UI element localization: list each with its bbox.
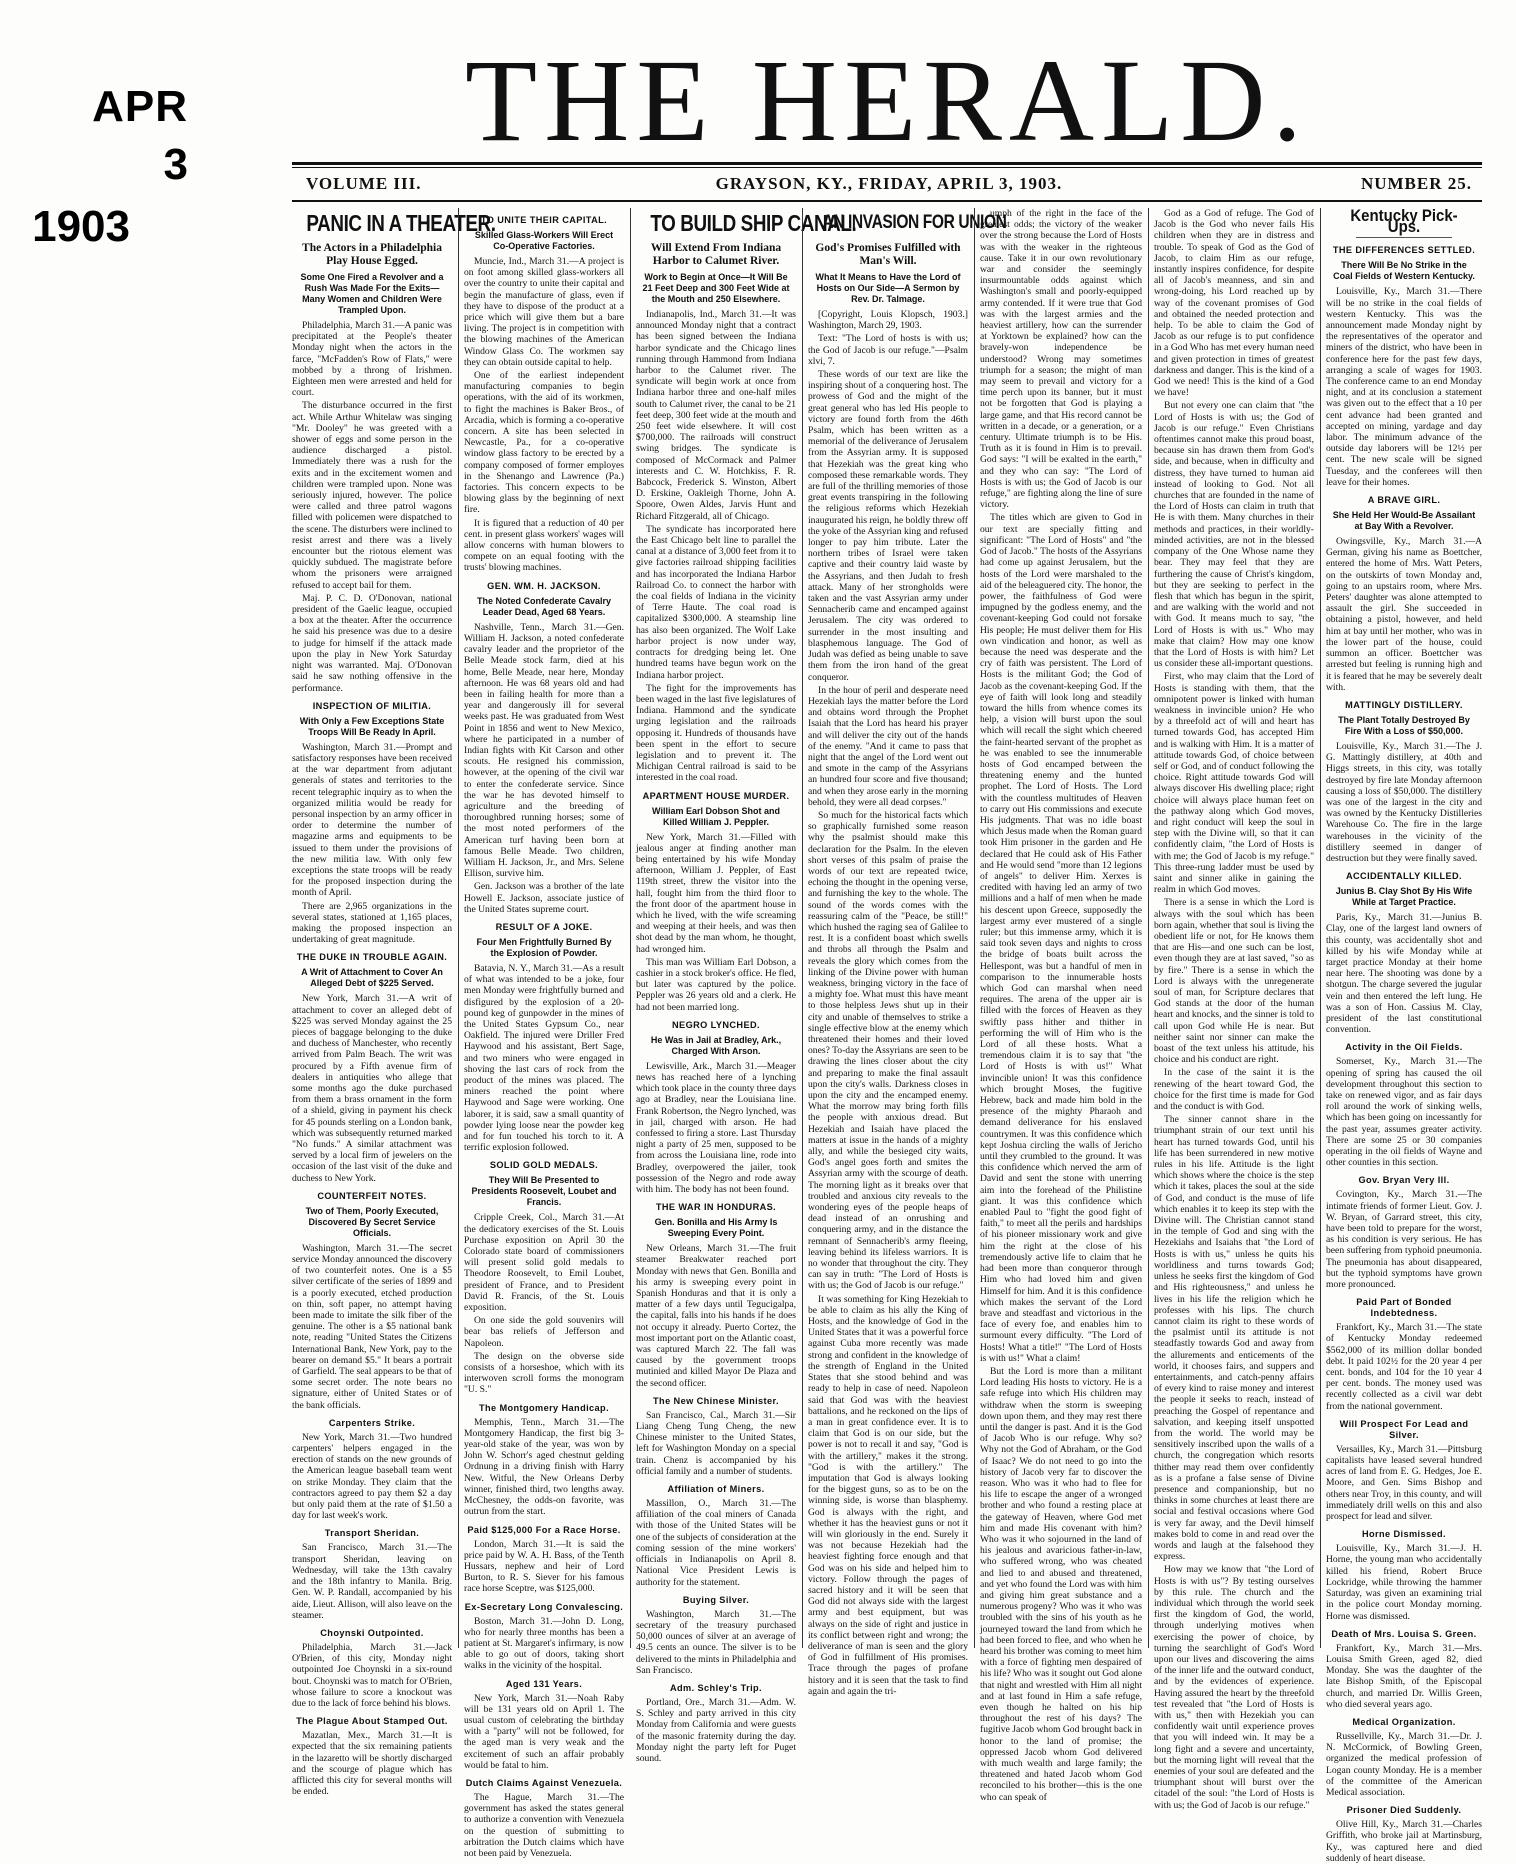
- headline-aged: Aged 131 Years.: [505, 1678, 583, 1689]
- deck-sermon: God's Promises Fulfilled with Man's Will.: [815, 242, 961, 267]
- headline-plague: The Plague About Stamped Out.: [296, 1716, 448, 1727]
- column-rule: [1148, 208, 1149, 1648]
- deck-canal: Will Extend From Indiana Harbor to Calumet River.: [650, 242, 782, 267]
- headline-medals: SOLID GOLD MEDALS.: [489, 1160, 599, 1171]
- article-paragraph: In the case of the saint it is the renewing of the heart toward God, the choice for the first time is made for God and the conduct is with God.: [1154, 1067, 1314, 1113]
- article-paragraph: Louisville, Ky., March 31.—There will be no strike in the coal fields of western Kentucky. This was the announcement made Monday night by the representatives of the operator and miners of the district, who have been in conference here for the past few days, arranging a scale of wages for 1903. The conference came to an end Monday night, and at its conclusion a statement was given out to the effect that a 10 per cent advance had been granted and accepted on mining, yardage and day labor. The minimum advance of the outside day laborers will be 12½ per cent. The new scale will be signed Tuesday, and the conferees will then leave for their homes.: [1326, 286, 1482, 488]
- article-paragraph: The titles which are given to God in our text are specially fitting and significant: "The Lord of Hosts" and "the God of Jacob." The hosts of the Assyrians had come up against Jerusalem, but the hosts of the Lord were marshaled to the aid of the beleaguered city. The honor, the power, the faithfulness of God were impugned by the godless enemy, and the covenant-keeping God could not forsake His people; He must deliver them for His own vindication and honor, as well as because the need was desperate and the cry of faith was persistent. The Lord of Hosts is the militant God; the God of Jacob as the covenant-keeping God. If the eye of faith will look long and steadily toward the hills from whence comes its help, a vision will burst upon the soul which will recall the sight which cheered the faint-hearted servant of the prophet as he was enabled to see the innumerable hosts of God encamped between the threatening enemy and the hunted prophet. The Lord of Hosts. The Lord with the countless multitudes of Heaven to carry out His commissions and execute His judgments. That was no idle boast which Jesus made when the Roman guard took Him prisoner in the garden and He declared that He could ask of His Father and He would send "more than 12 legions of angels" to deliver Him. Xerxes is credited with having led an army of two millions and a half of men when he made his descent upon Greece, supposedly the largest army ever mustered of a single ruler; but this immense army, which it is said took seven days and nights to cross the bridge of boats built across the Hellespont, was but a handful of men in comparison to the innumerable hosts which God can marshal when need requires. The arena of the upper air is filled with the forces of Heaven as they swiftly pass hither and thither in performing the will of Him who is the Lord of all these hosts. What a tremendous claim it is to say that "the Lord of Hosts is with us!" What invincible union! It was this confidence which brought Moses, the fugitive Hebrew, back and made him bold in the presence of the mighty Pharaoh and demand deliverance for his enslaved countrymen. It was this confidence which kept Joshua circling the walls of Jericho until they crumbled to the ground. It was this confidence which nerved the arm of David and sent the stone with unerring aim into the forehead of the Philistine giant. It was this confidence which enabled Paul to "fight the good fight of faith," to meet all the perils and hardships of his pioneer missionary work and give him the right at the close of his tremendously active life to claim that he had been more than conqueror through Him who had loved him and given Himself for him. And it is this confidence which makes the servant of the Lord brave and steadfast and victorious in the face of every foe, and enables him to surmount every difficulty. "The Lord of Hosts! What a title!" "The Lord of Hosts is with us!" What a claim!: [980, 512, 1142, 1364]
- headline-gov: Gov. Bryan Very Ill.: [1358, 1175, 1450, 1186]
- column-rule: [974, 208, 975, 1648]
- headline-lead: Will Prospect For Lead and Silver.: [1339, 1418, 1469, 1440]
- article-paragraph: Louisville, Ky., March 31.—The J. G. Mattingly distillery, at 40th and Higgs streets, in this city, was totally destroyed by fire late Monday afternoon causing a loss of $50,000. The distillery was one of the largest in the city and was owned by the Kentucky Distilleries Warehouse Co. The fire in the large warehouses in the vicinity of the distillery seemed in danger of destruction but they were finally saved.: [1326, 740, 1482, 864]
- article-paragraph: San Francisco, Cal., March 31.—Sir Liang Cheng Tung Cheng, the new Chinese minister to the United States, left for Washington Monday on a special train. Chenz is accompanied by his official family and a number of students.: [636, 1409, 796, 1477]
- headline-schley: Adm. Schley's Trip.: [670, 1682, 762, 1693]
- article-paragraph: Owingsville, Ky., March 31.—A German, giving his name as Boettcher, entered the home of Mrs. Watt Peters, on the outskirts of town Monday and, going to an upstairs room, where Mrs. Peters' daughter was alone attempted to assault the girl. She succeeded in obtaining a pistol, however, and held him at bay until her mother, who was in the lower part of the house, could summon an officer. Boettcher was arrested but feeling is running high and it is feared that he may be severely dealt with.: [1326, 536, 1482, 693]
- article-paragraph: Russellville, Ky., March 31.—Dr. J. N. McCormick, of Bowling Green, organized the medical profession of Logan county Monday. He is a member of the committee of the American Medical association.: [1326, 1730, 1482, 1798]
- article-paragraph: Philadelphia, March 31.—Jack O'Brien, of this city, Monday night outpointed Joe Choynski in a six-round bout. Choynski was to match for O'Brien, whose failure to score a knockout was due to the lack of force behind his blows.: [292, 1641, 453, 1709]
- article-paragraph: Versailles, Ky., March 31.—Pittsburg capitalists have leased several hundred acres of land from E. G. Hedges, Joe E. Moore, and Gen. Sims Bishop and others near Troy, in this county, and will immediately drill wells on this and also prospect for lead and silver.: [1326, 1443, 1482, 1523]
- article-paragraph: The syndicate has incorporated here the East Chicago belt line to parallel the canal at a distance of 3,000 feet from it to give factories railroad shipping facilities and has incorporated the Indiana Harbor Railroad Co. to connect the harbor with the coal fields of Indiana in the vicinity of Terre Haute. The coal road is capitalized $300,000. A steamship line has also been organized. The Wolf Lake harbor project is now under way, contracts for dredging being let. One hundred teams have begun work on the Indiana harbor project.: [636, 523, 796, 681]
- dateline: GRAYSON, KY., FRIDAY, APRIL 3, 1903.: [715, 174, 1063, 193]
- article-paragraph: Frankfort, Ky., March 31.—The state of Kentucky Monday redeemed $562,000 of its million dollar bonded debt. It paid 102½ for the 20 year 4 per cent. bonds, and 104 for the 10 year 4 per cent. bonds. The money used was recently collected as a civil war debt from the national government.: [1326, 1322, 1482, 1412]
- divider: [1356, 237, 1452, 238]
- headline-brave-girl: A BRAVE GIRL.: [1367, 495, 1441, 506]
- headline-sermon: AN INVASION FOR UNION: [822, 212, 1007, 233]
- subdeck-murder: William Earl Dobson Shot and Killed William J. Peppler.: [652, 805, 780, 827]
- subdeck-killed: Junius B. Clay Shot By His Wife While at Target Practice.: [1335, 886, 1473, 908]
- article-paragraph: Paris, Ky., March 31.—Junius B. Clay, one of the largest land owners of this county, was accidentally shot and killed by his wife Monday while at target practice Monday at their home near here. The shooting was done by a shotgun. The charge severed the jugular vein and then entered the left lung. He was a son of Hon. Cassius M. Clay, president of the last constitutional convention.: [1326, 912, 1482, 1036]
- masthead-rule-thin: [292, 167, 1482, 168]
- subdeck-medals: They Will Be Presented to Presidents Roosevelt, Loubet and Francis.: [471, 1175, 617, 1208]
- article-paragraph: It was something for King Hezekiah to be able to claim as his ally the King of Hosts, and the knowledge of God in the United States that it was a powerful force against Cuba more recently was made strong and confident in the knowledge of the strength of England in the United States that she stood behind and was ready to help in case of need. Napoleon said that God was with the heaviest battalions, and he reckoned on the lips of a man in great confidence ever. It is to claim that God is on our side, but the power is not to recall it and say, "God is with the artillery," makes it the strong. "God is with the artillery." The imputation that God is always looking for the biggest guns, so as to be on the winning side, is worse than blasphemy. God is always with the right, and whether it has the heaviest guns or not it will win gloriously in the end. Surely it was not because Hezekiah had the heaviest fighting force enough and that God was on his side and helped him to victory. Follow through the pages of sacred history and it will be seen that God did not always side with the largest army and best equipment, but was always on the side of right and justice in its conflict between right and wrong; the deliverance of man is seen and the glory of God in fulfillment of His promises. Trace through the pages of profane history and it is seen that the task to find again and again the tri-: [808, 1293, 968, 1697]
- folio-rule: [292, 200, 1482, 202]
- folio-line: [306, 174, 1472, 196]
- article-paragraph: This man was William Earl Dobson, a cashier in a stock broker's office. He fled, but later was captured by the police. Peppler was 26 years old and a clerk. He had not been married long.: [636, 956, 796, 1013]
- subdeck-militia: With Only a Few Exceptions State Troops Will Be Ready In April.: [299, 715, 445, 737]
- issue-number: NUMBER 25.: [1360, 174, 1472, 193]
- article-paragraph: Philadelphia, March 31.—A panic was precipitated at the People's theater Monday night when the actors in the farce, "McFadden's Row of Flats," were mobbed by a throng of Irishmen. Eighteen men were arrested and held for court.: [292, 320, 452, 399]
- headline-murder: APARTMENT HOUSE MURDER.: [642, 790, 790, 801]
- headline-counterfeit: COUNTERFEIT NOTES.: [317, 1190, 427, 1201]
- column-rule: [630, 208, 631, 1648]
- subdeck-canal: Work to Begin at Once—It Will Be 21 Feet Deep and 300 Feet Wide at the Mouth and 250 Elsewhere.: [642, 272, 790, 304]
- article-paragraph: Somerset, Ky., March 31.—The opening of spring has caused the oil development throughout this section to take on renewed vigor, and as fair days roll around the work of sinking wells, which has been going on incessantly for the past year, assumes greater activity. There are some 25 or 30 companies operating in the oil fields of Wayne and other counties in this section.: [1326, 1056, 1482, 1169]
- headline-minister: The New Chinese Minister.: [653, 1395, 779, 1406]
- article-paragraph: The Hague, March 31.—The government has asked the states general to authorize a convention with Venezuela on the question of submitting to arbitration the Dutch claims which have not been paid by Venezuela.: [464, 1791, 624, 1859]
- column-2: [464, 208, 624, 1859]
- article-paragraph: Washington, March 31.—The secretary of the treasury purchased 50,000 ounces of silver at an average of 49.5 cents an ounce. The silver is to be delivered to the mints in Philadelphia and San Francisco.: [636, 1608, 796, 1676]
- article-paragraph: Maj. P. C. D. O'Donovan, national president of the Gaelic league, occupied a box at the theater. After the occurrence he said his presence was due to a desire to judge for himself if the attack made upon the play in New York Saturday night was warranted. Maj. O'Donovan said he saw nothing offensive in the performance.: [292, 592, 452, 694]
- article-paragraph: umph of the right in the face of the greatest odds; the victory of the weaker over the strong because the Lord of Hosts was with the weaker in the righteous cause. Take it in our own revolutionary war and consider the seemingly insurmountable odds against which Washington's small and poorly-equipped army contended. If it were true that God was with the largest armies and the heaviest artillery, how can the surrender at Yorktown be explained? how can the bravely-won independence be understood? Wrong may sometimes triumph for a season; the might of man may seem to prevail and victory for a time perch upon its banner, but it must not be forgotten that God is playing a large game, and that His record cannot be written in a decade, or a generation, or a century. Ultimate triumph is to be His. Truth as it is found in Him is to prevail. God says: "I will be exalted in the earth," and they who can say: "The Lord of Hosts is with us; the God of Jacob is our refuge," are fighting along the line of sure victory.: [980, 208, 1142, 511]
- subdeck-sermon: What It Means to Have the Lord of Hosts on Our Side—A Sermon by Rev. Dr. Talmage.: [815, 272, 961, 304]
- article-paragraph: The fight for the improvements has been waged in the last five legislatures of Indiana. Hammond and the syndicate urging legislation and the railroads opposing it. Hundreds of thousands have been spent in the effort to secure legislation and to prevent it. The Michigan Central railroad is said to be interested in the coal road.: [636, 682, 796, 784]
- column-7: [1326, 206, 1482, 1864]
- article-paragraph: Cripple Creek, Col., March 31.—At the dedicatory exercises of the St. Louis Purchase exposition on April 30 the Colorado state board of commissioners will present solid gold medals to Theodore Roosevelt, to Emil Loubet, president of France, and to President David R. Francis, of the St. Louis exposition.: [464, 1212, 624, 1314]
- headline-distillery: MATTINGLY DISTILLERY.: [1345, 699, 1463, 710]
- headline-choynski: Choynski Outpointed.: [320, 1627, 424, 1638]
- stamp-year: 1903: [32, 202, 130, 251]
- article-paragraph: Washington, March 31.—Prompt and satisfactory responses have been received at the war department from adjutant generals of states and territories to the recent telegraphic inquiry as to when the organized militia would be ready for personal inspection by an army officer in order to determine the number of magazine arms and equipments to be issued to them under the provisions of the new militia law. With only few exceptions the state troops will be ready for the proposed inspection during the month of April.: [292, 741, 452, 899]
- subdeck-honduras: Gen. Bonilla and His Army Is Sweeping Every Point.: [654, 1217, 778, 1239]
- headline-joke: RESULT OF A JOKE.: [495, 921, 593, 932]
- article-paragraph: How may we know that "the Lord of Hosts is with us"? By testing ourselves by this rule. The church and the individual which through the world seek first the kingdom of God, the world, through underlying motives when exercising the power of choice, by turning the searchlight of God's Word upon our lives and discovering the aims of the inner life and the outward conduct, and by the evidences of experience. Having assured the heart by the threefold test revealed that "the Lord of Hosts is with us," then with Hezekiah you can confidently wait until experience proves that you will indeed win. It may be a long fight and a severe and uncertainty, but the morning light will reveal that the enemies of your soul are defeated and the triumphant shout will burst over the citadel of the soul: "the Lord of Hosts is with us; the God of Jacob is our refuge.": [1154, 1564, 1314, 1811]
- headline-duke: THE DUKE IN TROUBLE AGAIN.: [296, 952, 448, 963]
- article-paragraph: But the Lord is more than a militant Lord leading His hosts to victory. He is a safe refuge into which His children may withdraw when the storm is sweeping down upon them, and they may rest there until the danger is past. And it is the God of Jacob Who is our refuge. Why so? Why not the God of Abraham, or the God of Isaac? We do not need to go into the history of Jacob very far to discover the reason. Who was it who had to flee for his life to escape the anger of a wronged brother and who found a resting place at the gateway of Heaven, where God met him and made His covenant with him? Who was it who sojourned in the land of his jealous and avaricious father-in-law, who suffered wrong, who was cheated and lied to and abused and threatened, and yet who found the Lord was with him and giving him great substance and a numerous progeny? Who was it who was troubled with the sins of his youth as he journeyed toward the land from which he had been forced to flee, and who when he heard his brother was coming to meet him with a force of fighting men despaired of his life? Who was it sought out God alone that night and wrestled with Him all night and at last found in Him a safe refuge, even though he halted on his hip throughout the rest of his days? The fugitive Jacob whom God brought back in honor to the land of promise; the oppressed Jacob whom God delivered with much wealth and large family; the threatened and hated Jacob whom God reconciled to his brother—this is the one who can speak of: [980, 1365, 1142, 1803]
- headline-unite: TO UNITE THEIR CAPITAL.: [480, 215, 608, 225]
- subdeck-unite: Skilled Glass-Workers Will Erect Co-Operative Factories.: [474, 230, 614, 251]
- headline-carpenters: Carpenters Strike.: [328, 1417, 416, 1428]
- headline-secretary: Ex-Secretary Long Convalescing.: [464, 1601, 624, 1612]
- headline-sheridan: Transport Sheridan.: [324, 1528, 420, 1539]
- headline-honduras: THE WAR IN HONDURAS.: [655, 1202, 777, 1213]
- article-paragraph: New York, March 31.—Two hundred carpenters' helpers engaged in the erection of stands on the new grounds of the American league baseball team went on strike Monday. They claim that the contractors agreed to pay them $2 a day but only paid them at the rate of $1.50 a day for last week's work.: [292, 1431, 452, 1522]
- column-rule: [802, 208, 803, 1648]
- article-paragraph: There is a sense in which the Lord is always with the soul which has been born again, whether that soul is living the obedient life or not, for He knows them that are His—and one such can be lost, even though they are at last saved, "so as by fire." There is a sense in which the Lord is always with the unregenerate soul of man, for Scripture declares that God stands at the door of the human heart and knocks, and the sinner is told to call upon God while He is near. But neither saint nor sinner can make the boast of the text unless his attitude, his choice and his conduct are right.: [1154, 897, 1314, 1066]
- article-paragraph: On one side the gold souvenirs will bear bas reliefs of Jefferson and Napoleon.: [464, 1315, 624, 1349]
- article-paragraph: Portland, Ore., March 31.—Adm. W. S. Schley and party arrived in this city Monday from California and were guests of the masonic fraternity during the day. Monday night the party left for Puget sound.: [636, 1696, 796, 1764]
- section-title-kentucky-pickups: Kentucky Pick-Ups.: [1350, 206, 1458, 237]
- headline-dutch: Dutch Claims Against Venezuela.: [465, 1777, 623, 1788]
- article-paragraph: Frankfort, Ky., March 31.—Mrs. Louisa Smith Green, aged 82, died Monday. She was the daughter of the late Bishop Smith, of the Episcopal church, and married Dr. Willis Green, who died several years ago.: [1326, 1642, 1482, 1710]
- headline-oil: Activity in the Oil Fields.: [1345, 1042, 1463, 1053]
- column-6: [1154, 208, 1314, 1811]
- article-paragraph: The sinner cannot share in the triumphant strain of our text until his heart has turned towards God, until his life has been surrendered in new motive rules in his life. Attitude is the light which shows where the choice is the step which it takes, places the soul at the side of God, and conduct is the muse of life which enables it to keep its step with the Divine will. The Christian cannot stand in the temple of God and sing with the Hezekiahs and Isaiahs that "the Lord of Hosts is with us," unless he quits his worldliness and turns towards God; unless he seeks first the kingdom of God and His righteousness," and unless he lives in his life the religion which he professes with his lips. The church cannot claim its right to these words of the psalmist until its attitude is not steadfastly towards God and away from the allurements and enticements of the world, it chooses fairs, and suppers and entertainments, and catch-penny affairs of every kind to raise money and interest the people it seeks to reach, instead of preaching the Gospel of repentance and salvation, and keeping itself unspotted from the world. The world may be sensitively inscribed upon the walls of a church, the congregation which resorts thither may read them over confidently as is a profane a false sense of Divine presence and companionship, but no thinks in some churches at least there are social and festival occasions where God is very far away, and the Devil himself makes bold to come in and read over the words and laugh at the falsehood they express.: [1154, 1114, 1314, 1563]
- nameplate: THE HERALD.: [465, 35, 1309, 166]
- date-stamp: [32, 82, 188, 252]
- article-paragraph: Lewisville, Ark., March 31.—Meager news has reached here of a lynching which took place in the county three days ago at Bradley, near the Louisiana line. Frank Robertson, the Negro lynched, was in jail, charged with arson. He had confessed to firing a store. Last Thursday night a party of 25 men, supposed to be from across the Louisiana line, rode into Bradley, overpowered the jailer, took possession of the Negro and rode away with him. The body has not been found.: [636, 1060, 796, 1196]
- masthead-rule: [292, 162, 1482, 165]
- article-paragraph: New York, March 31.—A writ of attachment to cover an alleged debt of $225 was served Monday against the 25 pieces of baggage belonging to the duke and duchess of Manchester, who recently arrived from Palm Beach. The writ was procured by a Fifth avenue firm of dealers in antiquities who allege that some months ago the duke purchased from them a brass ornament in the form of a shield, giving in payment his check for 45 pounds sterling on a London bank, which was subsequently returned marked "No funds." A similar attachment was served by a local firm of jewelers on the occasion of the last visit of the duke and duchess to New York.: [292, 993, 452, 1184]
- article-paragraph: Gen. Jackson was a brother of the late Howell E. Jackson, associate justice of the United States supreme court.: [464, 881, 624, 915]
- column-rule: [458, 208, 459, 1648]
- subdeck-negro: He Was in Jail at Bradley, Ark., Charged With Arson.: [650, 1034, 782, 1056]
- article-paragraph: Nashville, Tenn., March 31.—Gen. William H. Jackson, a noted confederate cavalry leader and the proprietor of the Belle Meade stock farm, died at his home, Belle Meade, near here, Monday afternoon. He was 68 years old and had been in failing health for more than a year and dangerously ill for several weeks past. He was graduated from West Point in 1856 and went to New Mexico, where he participated in a number of Indian fights with Kit Carson and other scouts. He resigned his commission, however, at the opening of the civil war to enter the confederate service. Since the war he has devoted himself to agriculture and the breeding of thoroughbred running horses; some of the most noted performers of the American turf having been born at famous Belle Meade. Two children, William H. Jackson, Jr., and Mrs. Selene Ellison, survive him.: [464, 621, 624, 880]
- subdeck-distillery: The Plant Totally Destroyed By Fire With a Loss of $50,000.: [1338, 714, 1470, 736]
- article-paragraph: Washington, March 31.—The secret service Monday announced the discovery of two counterfeit notes. One is a $5 silver certificate of the series of 1899 and is a poorly executed, etched production on thin, soft paper, no attempt having been made to imitate the silk fiber of the genuine. The other is a $5 national bank note, reading "United States the Citizens International Bank, New York, pay to the bearer on demand $5." It bears a portrait of Garfield. The seal appears to be that of some secret order. The note bears no signature, either of United States or of the bank officials.: [292, 1242, 452, 1411]
- article-paragraph: London, March 31.—It is said the price paid by W. A. H. Bass, of the Tenth Hussars, nephew and heir of Lord Burton, to R. S. Siever for his famous race horse Sceptre, was $125,000.: [464, 1538, 624, 1595]
- article-paragraph: Mazatlan, Mex., March 31.—It is expected that the six remaining patients in the lazaretto will be shortly discharged and the scourge of plague which has afflicted this city for several months will be ended.: [292, 1730, 452, 1798]
- headline-horse: Paid $125,000 For a Race Horse.: [467, 1524, 621, 1535]
- headline-militia: INSPECTION OF MILITIA.: [312, 700, 432, 711]
- subdeck-differences: There Will Be No Strike in the Coal Fields of Western Kentucky.: [1333, 260, 1475, 282]
- article-paragraph: Indianapolis, Ind., March 31.—It was announced Monday night that a contract has been signed between the Indiana harbor syndicate and the Chicago lines running through Hammond from Indiana harbor to the Calumet river. The syndicate will begin work at once from Indiana harbor three and one-half miles south to Calumet river, the canal to be 21 feet deep, 300 feet wide at the mouth and 250 feet wide elsewhere. It will cost $700,000. The railroads will construct swing bridges. The syndicate is composed of McCormack and Palmer interests and C. W. Hotchkiss, F. R. Babcock, Frederick S. Winston, Albert D. Erskine, Oakleigh Thorne, John A. Spoore, Owen Aldes, Jarvis Hunt and Richard Fitzgerald, all of Chicago.: [636, 309, 796, 522]
- column-1: [292, 208, 496, 1798]
- article-paragraph: In the hour of peril and desperate need Hezekiah lays the matter before the Lord and obtains word through the Prophet Isaiah that the Lord has heard his prayer and will deliver the city out of the hands of the enemy. "And it came to pass that night that the angel of the Lord went out and smote in the camp of the Assyrians an hundred four score and five thousand; and when they arose early in the morning behold, they were all dead corpses.": [808, 684, 968, 808]
- headline-differences: THE DIFFERENCES SETTLED.: [1332, 245, 1476, 256]
- column-4: [808, 208, 1007, 1697]
- article-paragraph: New York, March 31.—Noah Raby will be 131 years old on April 1. The usual custom of celebrating the birthday with a "party" will not be followed, for the aged man is very weak and the excitement of such an affair probably would be fatal to him.: [464, 1692, 624, 1771]
- article-paragraph: The design on the obverse side consists of a horseshoe, which with its interwoven scroll forms the monogram "U. S.": [464, 1350, 624, 1396]
- column-5: [980, 208, 1142, 1803]
- headline-canal: TO BUILD SHIP CANAL.: [650, 210, 857, 236]
- headline-panic: PANIC IN A THEATER.: [306, 210, 496, 236]
- column-3: [636, 208, 857, 1764]
- article-paragraph: God as a God of refuge. The God of Jacob is the God who never fails His children when they are in distress and trouble. To speak of God as the God of Jacob, to claim Him as our refuge, instantly inspires confidence, for despite all of Jacob's meanness, and sin and wrong-doing, his Lord reached up by way of the covenant promises of God and obtained the needed protection and help. To be able to claim the God of Jacob as our refuge is to put confidence in a God Who has met every human need and given protection in times of greatest darkness and danger. This is the kind of a God we need! This is the kind of a God we have!: [1154, 208, 1314, 399]
- subdeck-duke: A Writ of Attachment to Cover An Alleged Debt of $225 Served.: [301, 967, 443, 989]
- article-paragraph: New Orleans, March 31.—The fruit steamer Breakwater reached port Monday with news that Gen. Bonilla and his army is sweeping every point in Spanish Honduras and that it is only a matter of a few days until Tegucigalpa, the capital, falls into his hands if he does not occupy it already. Puerto Cortez, the most important port on the Atlantic coast, was captured March 22. The fall was caused by the government troops mutinied and killed Mayor De Plaza and the second officer.: [636, 1243, 796, 1389]
- article-paragraph: Muncie, Ind., March 31.—A project is on foot among skilled glass-workers all over the country to unite their capital and begin the manufacture of glass, even if they have to dispose of the product at a price which will give them but a bare living. The project is in competition with the blowing machines of the American Window Glass Co. The workmen say they can obtain outside capital to help.: [464, 256, 624, 368]
- article-paragraph: These words of our text are like the inspiring shout of a conquering host. The prowess of God and the might of the great general who has led His people to victory are found forth from the 46th Psalm, which has been written as a memorial of the deliverance of Jerusalem from the Assyrian army. It is supposed that Hezekiah was the great king who composed these remarkable words. They are full of the thrilling memories of those great events transpiring in the following the religious reforms which Hezekiah inaugurated his reign, he boldly threw off the yoke of the Assyrian king and refused longer to pay him tribute. Later the northern tribes of Israel were taken captive and their country laid waste by the Assyrians, and then Judah to fresh attack. Many of her strongholds were taken and the vast Assyrian army under Sennacherib came and encamped against Jerusalem. The city was ordered to surrender in the most insulting and blasphemous language. The God of Judah was defied as being unable to save them from the iron hand of the great conqueror.: [808, 369, 968, 683]
- article-paragraph: [Copyright, Louis Klopsch, 1903.] Washington, March 29, 1903.: [808, 309, 968, 332]
- headline-handicap: The Montgomery Handicap.: [478, 1402, 610, 1413]
- subdeck-jackson: The Noted Confederate Cavalry Leader Dead, Aged 68 Years.: [476, 595, 612, 617]
- article-paragraph: Massillon, O., March 31.—The affiliation of the coal miners of Canada with those of the United States will be one of the subjects of consideration at the coming session of the mine workers' officials in Indianapolis on April 8. National Vice President Lewis is authority for the statement.: [636, 1498, 796, 1588]
- deck-panic: The Actors in a Philadelphia Play House Egged.: [302, 242, 442, 267]
- headline-medical: Medical Organization.: [1352, 1716, 1456, 1727]
- article-paragraph: But not every one can claim that "the Lord of Hosts is with us; the God of Jacob is our refuge." Even Christians oftentimes cannot make this proud boast, because sin has drawn them from God's side, and because, when in difficulty and distress, they have turned to human aid instead of looking to God. Not all churches that are founded in the name of the Lord of Hosts can claim in truth that He is with them. Many churches in their methods and practices, in their worldly-minded activities, are not in the blessed company of the One Whose name they bear. They may feel that they are furthering the cause of Christ's kingdom, but they are seeking to perfect in the flesh that which has begun in the spirit, and are walking with the world and not with God. It means much to say, "the Lord of Hosts is with us." Who may make that claim? How may one know that the Lord of Hosts is with him? Let us consider these all-important questions.: [1154, 400, 1314, 670]
- headline-horne: Horne Dismissed.: [1361, 1529, 1446, 1540]
- article-paragraph: So much for the historical facts which so graphically furnished some reason why the psalmist should make this declaration for the Psalm. In the eleven short verses of this psalm of praise the words of our text are repeated twice, echoing the thought in the opening verse, and furnishing the key to the whole. The sound of the words comes with the reassuring calm of the "Peace, be still!" which hushed the raging sea of Galilee to rest. It is a confident boast which swells and throbs all through the Psalm and reveals the glory which comes from the linking of the Divine power with human weakness, bringing victory in the face of a mighty foe. What must this have meant to those helpless Jews shut up in their city and unable of themselves to strike a single effective blow at the enemy which threatened their homes and their loved ones? To-day the Assyrians are seen to be drawing the lines closer about the city and preparing to make the final assault upon the city's walls. Darkness closes in upon the city and the encamped enemy. What the morrow may bring forth fills the people with anxious dread. But Hezekiah and Isaiah have placed the matters at issue in the hands of a mighty ally, and while the besieged city waits, God's angel goes forth and smites the Assyrian army with the scourge of death. The morning light as it breaks over that troubled and anxious city reveals to the wondering eyes of the people heaps of dead instead of an onrushing and conquering army, and in the distance the remnant of Sennacherib's army fleeing, leaving behind its lifeless warriors. It is no wonder that throughout the city. They can say in truth: "The Lord of Hosts is with us; the God of Jacob is our refuge.": [808, 809, 968, 1292]
- stamp-month: APR: [92, 82, 188, 131]
- subdeck-joke: Four Men Frightfully Burned By the Explosion of Powder.: [476, 936, 612, 958]
- article-paragraph: Boston, March 31.—John D. Long, who for nearly three months has been a patient at St. Margaret's infirmary, is now able to go out of doors, taking short walks in the vicinity of the hospital.: [464, 1615, 624, 1672]
- stamp-day: 3: [163, 140, 188, 189]
- headline-green: Death of Mrs. Louisa S. Green.: [1331, 1628, 1477, 1639]
- article-paragraph: First, who may claim that the Lord of Hosts is standing with them, that the omnipotent power is linked with human weakness in invincible union? He who by a threefold act of will and heart has turned towards God, has accepted Him and is walking with Him. It is a matter of attitude towards God, of choice between self or God, and of conduct following the choice. Right attitude towards God will always discover His dwelling place; right choice will always place human feet on the pathway along which God moves, and right conduct will keep the soul in step with the Divine will, so that it can confidently claim, "the Lord of Hosts is with me; the God of Jacob is my refuge." This three-rung ladder must be used by saint and sinner alike in gaining the realm in which God moves.: [1154, 671, 1314, 896]
- subdeck-counterfeit: Two of Them, Poorly Executed, Discovered By Secret Service Officials.: [305, 1205, 439, 1238]
- headline-negro: NEGRO LYNCHED.: [672, 1019, 760, 1030]
- headline-bonded: Paid Part of Bonded Indebtedness.: [1356, 1297, 1452, 1319]
- subdeck-brave-girl: She Held Her Would-Be Assailant at Bay With a Revolver.: [1332, 510, 1476, 532]
- article-paragraph: New York, March 31.—Filled with jealous anger at finding another man being entertained by his wife Monday afternoon, William J. Peppler, of East 119th street, threw the visitor into the hall, fought him from the third floor to the front door of the apartment house in which he lived, with the wife screaming and weeping at their heels, and was then shot dead by the man whom, he thought, had wronged him.: [636, 831, 796, 955]
- headline-silver: Buying Silver.: [682, 1594, 750, 1605]
- article-paragraph: Batavia, N. Y., March 31.—As a result of what was intended to be a joke, four men Monday were frightfully burned and disfigured by the explosion of a 20-pound keg of gunpowder in the mines of the United States Gypsum Co., near Oakfield. The injured were Driller Fred Haywood and his assistant, Bert Sage, and two miners who were engaged in shoving the last cars of rock from the product of the mines was placed. The miners reached the point where Haywood and Sage were working. One laborer, it is said, saw a small quantity of powder lying loose near the powder keg and for fun touched his torch to it. A terrific explosion followed.: [464, 962, 624, 1154]
- article-paragraph: The disturbance occurred in the first act. While Arthur Whitelaw was singing "Mr. Dooley" he was greeted with a shower of eggs and some person in the audience discharged a pistol. Immediately there was a rush for the exits and in the excitement women and children were trampled upon. None was seriously injured, however. The police were called and three patrol wagons filled with policemen were dispatched to the scene. The disturbers were inclined to resist arrest and there was a lively encounter but the riotous element was quickly subdued. The magistrate before whom the prisoners were arraigned refused to accept bail for them.: [292, 400, 452, 591]
- article-paragraph: San Francisco, March 31.—The transport Sheridan, leaving on Wednesday, will take the 13th cavalry and the 18th infantry to Manila. Brig. Gen. W. P. Randall, accompanied by his aide, Lieut. Allison, will also leave on the steamer.: [292, 1542, 452, 1621]
- article-paragraph: One of the earliest independent manufacturing companies to begin operations, with the aid of its workmen, to fight the machines is Baker Bros., of Arcadia, which is forming a co-operative concern. A site has been selected in Newcastle, Pa., for a co-operative window glass factory to be erected by a company composed of former employes in the Shenango and Lawrence (Pa.) factories. This concern expects to be blowing glass by the beginning of next fire.: [464, 370, 624, 516]
- headline-killed: ACCIDENTALLY KILLED.: [1345, 871, 1463, 882]
- page-columns: [292, 206, 1482, 1864]
- article-paragraph: It is figured that a reduction of 40 per cent. in present glass workers' wages will allow concerns with human blowers to compete on an equal footing with the trusts' blowing machines.: [464, 517, 624, 574]
- article-paragraph: Louisville, Ky., March 31.—J. H. Horne, the young man who accidentally killed his friend, Robert Bruce Lockridge, while throwing the hammer Saturday, was given an examining trial in the police court Monday morning. Horne was dismissed.: [1326, 1543, 1482, 1622]
- column-rule: [1320, 208, 1321, 1648]
- subdeck-panic: Some One Fired a Revolver and a Rush Was Made For the Exits—Many Women and Children Were Trampled Upon.: [300, 272, 444, 315]
- article-paragraph: There are 2,965 organizations in the several states, stationed at 1,165 places, making the proposed inspection an undertaking of great magnitude.: [292, 900, 452, 946]
- volume-label: VOLUME III.: [306, 174, 422, 193]
- headline-jackson: GEN. WM. H. JACKSON.: [487, 580, 601, 591]
- article-paragraph: Olive Hill, Ky., March 31.—Charles Griffith, who broke jail at Martinsburg, Ky., was captured here and died suddenly of heart disease.: [1326, 1819, 1482, 1864]
- article-paragraph: Covington, Ky., March 31.—The intimate friends of former Lieut. Gov. J. W. Bryan, of Garrard street, this city, have been told to prepare for the worst, as his condition is very serious. He has been suffering from typhoid pneumonia. The pneumonia has about disappeared, but the typhoid symptoms have grown more pronounced.: [1326, 1189, 1482, 1291]
- headline-prisoner: Prisoner Died Suddenly.: [1346, 1805, 1462, 1816]
- article-paragraph: Memphis, Tenn., March 31.—The Montgomery Handicap, the first big 3-year-old stake of the year, was won by John W. Schorr's aged chestnut gelding Ordnung in a driving finish with Harry New. Witful, the New Orleans Derby winner, finished third, two lengths away. McChesney, the odds-on favorite, was outrun from the start.: [464, 1416, 624, 1518]
- headline-miners: Affiliation of Miners.: [667, 1484, 765, 1495]
- article-paragraph: Text: "The Lord of hosts is with us; the God of Jacob is our refuge."—Psalm xlvi, 7.: [808, 333, 968, 367]
